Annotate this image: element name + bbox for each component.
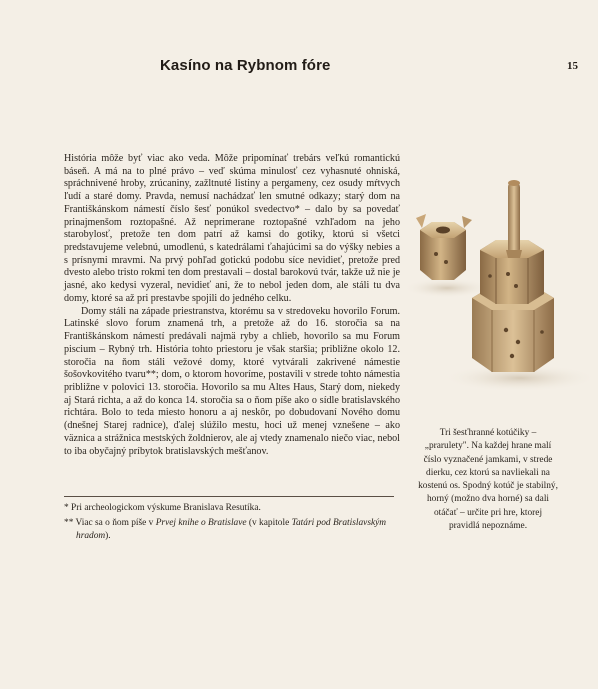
footnote-2: [64, 517, 400, 543]
bone-dice-photo: [402, 170, 598, 394]
footnote-2-book: Prvej knihe o Bratislave: [155, 518, 247, 528]
small-die: [416, 214, 472, 280]
body-paragraph-2: Domy stáli na západe priestranstva, ktorému sa v stredoveku hovorilo Forum. Latinské slovo forum znamená trh, a pretože až do 16. storočia sa na Františkánskom námestí predávali najmä ryby a chlieb, hovorilo sa mu Forum piscium – Rybný trh. História tohto priestoru je však staršia; približne okolo 12. storočia na ňom stáli vežové domy, ktoré vytvárali zakrivené námestie šošovkovitého tvaru**; dom, o ktorom hovoríme, postavili v strede tohto námestia približne v polovici 13. storočia. Hovorilo sa mu Altes Haus, Starý dom, niekedy aj Stará richta, a až do konca 14. storočia sa o ňom píše ako o sídle bratislavského richtára. Bolo to teda miesto honoru a aj neskôr, po dobudovaní Nového domu (dnešnej Starej radnice), ďalej slúžilo mestu, hoci už menej vznešene – ako väznica a strážnica mestských žoldnierov, ale aj vtedy znamenalo niečo viac, nebol to iba obyčajný príbytok bratislavských mešťanov.: [64, 305, 400, 457]
bone-peg: [506, 180, 522, 258]
footnote-1: * Pri archeologickom výskume Branislava Resutíka.: [64, 503, 261, 513]
main-text: [64, 153, 400, 458]
photo-caption: Tri šesťhranné kotúčiky – „prarulety". Na každej hrane malí číslo vyznačené jamkami, v strede dierku, cez ktorú sa navliekali na kostenú os. Spodný kotúč je stabilný, horný (možno dva horné) sa dali otáčať – určite pri hre, ktorej pravidlá nepoznáme.: [418, 428, 558, 532]
footnote-2-middle: (v kapitole: [246, 518, 292, 528]
footnote-2-suffix: ).: [105, 531, 111, 541]
body-paragraph-1: História môže byť viac ako veda. Môže pripomínať trebárs veľkú romantickú báseň. A má na to plné právo – veď skúma minulosť cez vyhasnuté ohniská, spráchnivené hroby, zrúcaniny, zažltnuté listiny a pergameny, cez osudy mŕtvych ľudí a staré domy. Pravda, nemusí nachádzať len smutné odkazy; starý dom na Františkánskom námestí číslo šesť ponúkol svedectvo* – dalo by sa povedať prinajmenšom roztopašné. Až neprimerane roztopašné vzhľadom na jeho starobylosť, pretože ten dom patrí až kamsi do gotiky, ktorú si všetci predstavujeme velebnú, umodlenú, s katedrálami ťahajúcimi sa do výšky nebies a s prísnymi mravmi. Na prvý pohľad gotickú podobu síce nevidieť, pretože pred dvesto alebo tristo rokmi ten dom prestavali – dostal barokovú tvár, takže už nie je jasné, ako kedysi vyzeral, nevidieť ani, že to nebol jeden dom, ale stáli tu dva domy, ktoré sa až pri prestavbe spojili do jedného celku.: [64, 153, 400, 304]
chapter-title: Kasíno na Rybnom fóre: [160, 57, 331, 74]
page-number: 15: [567, 60, 578, 72]
footnote-2-chapter: Tatári pod Bratislavským hradom: [76, 518, 387, 541]
footnote-divider: [64, 496, 394, 497]
footnote-2-prefix: ** Viac sa o ňom píše v: [64, 518, 156, 528]
footnotes: [64, 502, 400, 543]
